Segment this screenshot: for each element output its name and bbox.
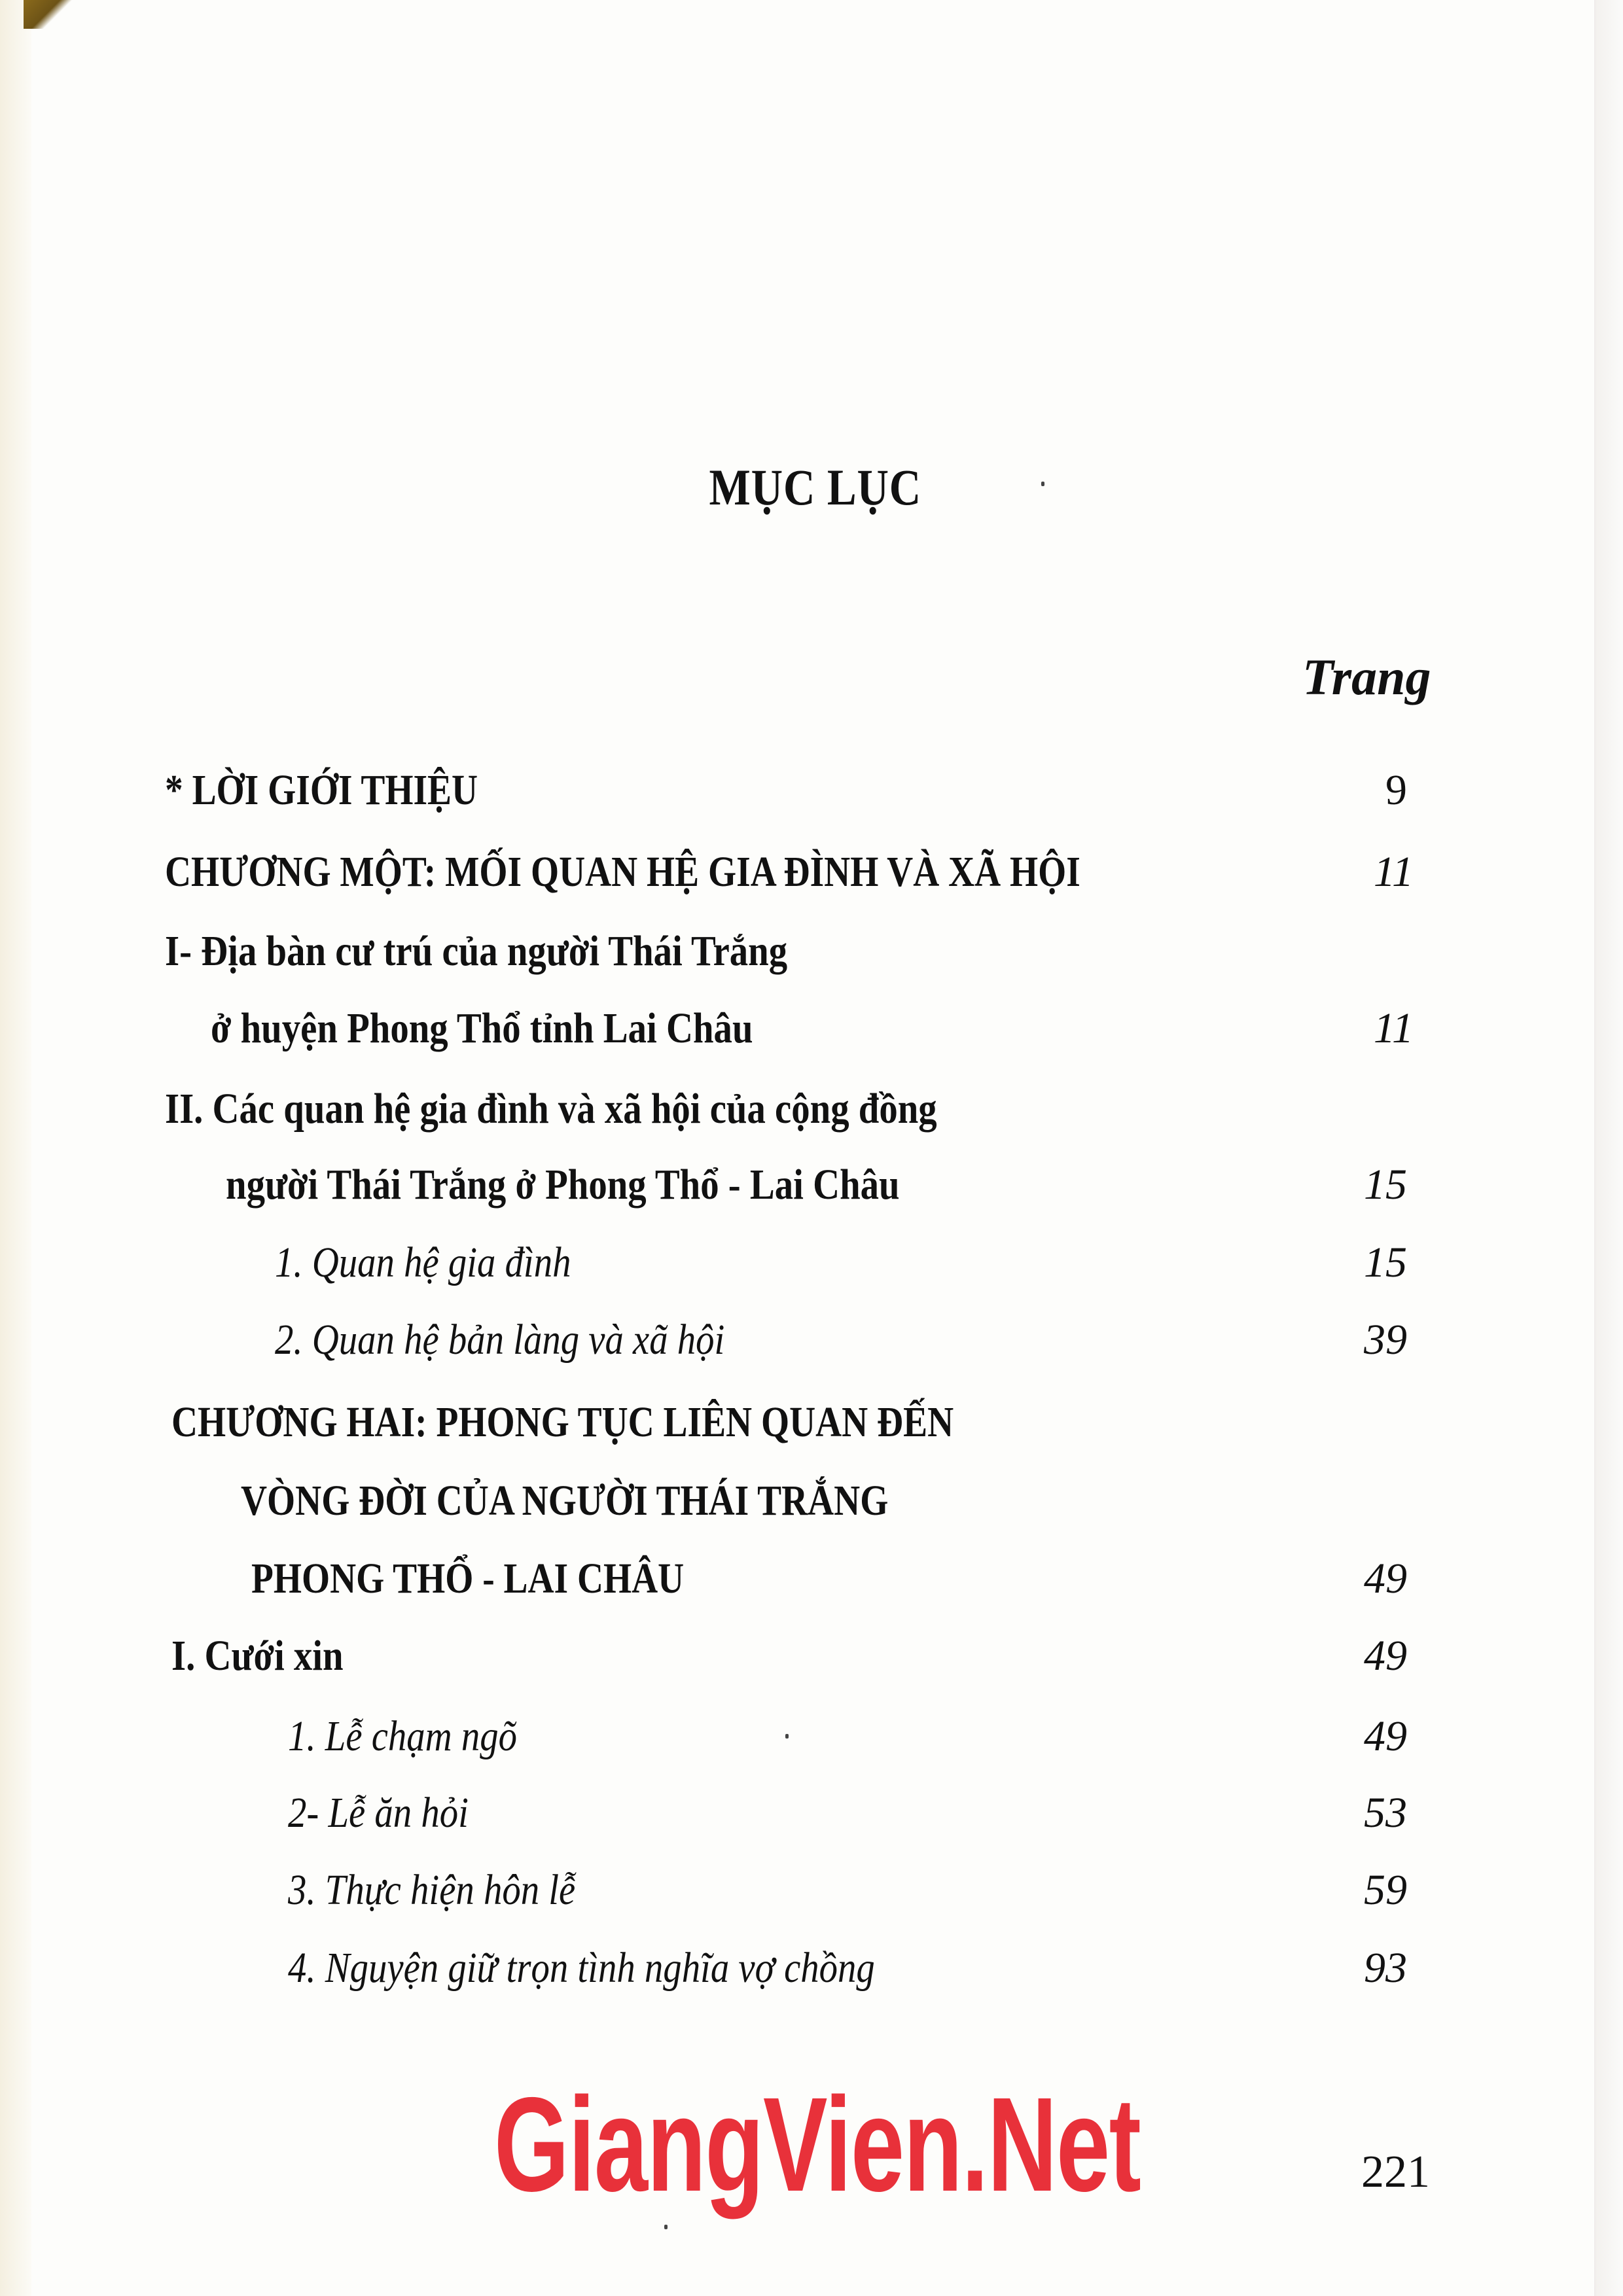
toc-entry-label: 1. Lễ chạm ngõ: [288, 1712, 517, 1760]
toc-entry-page: 59: [1364, 1866, 1407, 1914]
toc-entry-label: PHONG THỔ - LAI CHÂU: [251, 1555, 685, 1602]
toc-entry-label: VÒNG ĐỜI CỦA NGƯỜI THÁI TRẮNG: [241, 1477, 889, 1525]
toc-entry-page: 11: [1373, 848, 1414, 896]
toc-entry: [0, 1546, 1623, 1612]
toc-entry: [0, 1780, 1623, 1846]
toc-entry: [0, 839, 1623, 905]
toc-entry-label: CHƯƠNG MỘT: MỐI QUAN HỆ GIA ĐÌNH VÀ XÃ HỘI: [165, 848, 1080, 896]
toc-entry-page: 39: [1364, 1316, 1407, 1364]
toc-entry-label: 2. Quan hệ bản làng và xã hội: [275, 1316, 725, 1364]
toc-entry: [0, 1858, 1623, 1923]
toc-entry-label: II. Các quan hệ gia đình và xã hội của cộng đồng: [165, 1085, 937, 1133]
toc-entry-page: 15: [1364, 1161, 1407, 1209]
toc-entry: [0, 996, 1623, 1061]
toc-entry-page: 9: [1385, 766, 1407, 814]
toc-entry-label: I- Địa bàn cư trú của người Thái Trắng: [165, 927, 788, 975]
toc-entry: [0, 1230, 1623, 1296]
page-number: 221: [1361, 2147, 1430, 2197]
toc-entry: [0, 1704, 1623, 1769]
toc-entry-label: CHƯƠNG HAI: PHONG TỤC LIÊN QUAN ĐẾN: [171, 1398, 954, 1446]
page-corner-shadow: [24, 0, 76, 29]
watermark-logo: GiangVien.Net: [494, 2070, 1141, 2219]
scan-speck: [785, 1734, 789, 1739]
scan-speck: [1041, 482, 1044, 486]
toc-entry: [0, 1076, 1623, 1142]
toc-entry-page: 11: [1373, 1004, 1414, 1052]
toc-entry-label: 2- Lễ ăn hỏi: [288, 1789, 469, 1837]
toc-entry-page: 49: [1364, 1555, 1407, 1602]
toc-entry-label: 4. Nguyện giữ trọn tình nghĩa vợ chồng: [288, 1944, 875, 1992]
toc-entry-label: I. Cưới xin: [171, 1632, 344, 1680]
toc-entry: [0, 1623, 1623, 1689]
toc-entry: [0, 1935, 1623, 2001]
toc-entry-page: 93: [1364, 1944, 1407, 1992]
toc-entry: [0, 919, 1623, 984]
page-column-header: Trang: [1302, 648, 1431, 705]
toc-entry: [0, 1390, 1623, 1455]
scan-speck: [664, 2225, 668, 2229]
toc-entry-label: * LỜI GIỚI THIỆU: [165, 766, 478, 814]
toc-entry-page: 49: [1364, 1632, 1407, 1680]
toc-entry: [0, 1152, 1623, 1218]
toc-entry-page: 49: [1364, 1712, 1407, 1760]
toc-entry-label: người Thái Trắng ở Phong Thổ - Lai Châu: [226, 1161, 900, 1209]
page-title: MỤC LỤC: [709, 459, 922, 516]
toc-entry-page: 53: [1364, 1789, 1407, 1837]
toc-entry: [0, 1307, 1623, 1373]
toc-entry: [0, 758, 1623, 823]
toc-entry-label: 1. Quan hệ gia đình: [275, 1239, 571, 1286]
toc-entry-label: 3. Thực hiện hôn lễ: [288, 1866, 576, 1914]
toc-entry-label: ở huyện Phong Thổ tỉnh Lai Châu: [211, 1004, 753, 1052]
toc-entry-page: 15: [1364, 1239, 1407, 1286]
toc-entry: [0, 1468, 1623, 1534]
